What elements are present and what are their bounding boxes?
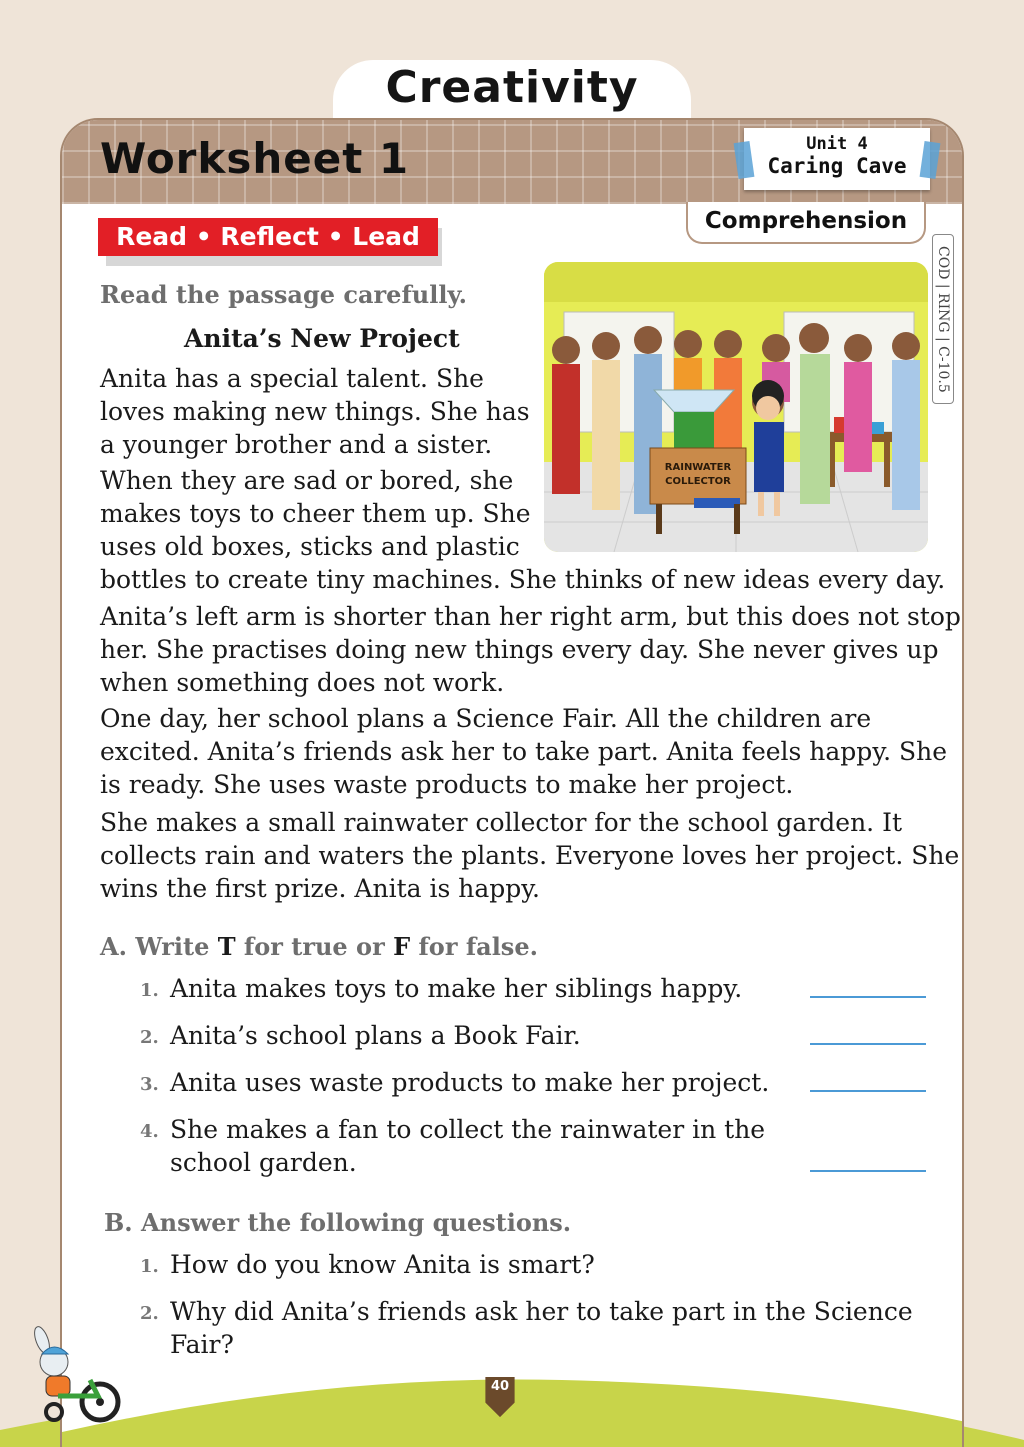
text-line: her. She practises doing new things every day. She never gives up	[100, 635, 939, 664]
section-title: Creativity	[385, 62, 639, 113]
text-line: One day, her school plans a Science Fair. All the children are	[100, 704, 872, 733]
read-reflect-lead-banner: Read • Reflect • Lead	[98, 218, 438, 256]
question-text: How do you know Anita is smart?	[170, 1250, 595, 1279]
text-line: when something does not work.	[100, 668, 505, 697]
text-line: Fair?	[170, 1330, 234, 1359]
svg-text:RAINWATER: RAINWATER	[664, 462, 732, 473]
category-tab: Comprehension	[686, 202, 926, 244]
paragraph-4	[100, 702, 947, 801]
section-b-text: Answer the following questions.	[141, 1208, 572, 1237]
rabbit-mascot-icon	[28, 1326, 128, 1426]
section-a-letter: A.	[100, 932, 127, 961]
text-line: When they are sad or bored, she	[100, 466, 514, 495]
section-b-letter: B.	[104, 1208, 133, 1237]
passage-title: Anita’s New Project	[184, 324, 460, 353]
text-line: uses old boxes, sticks and plastic	[100, 532, 520, 561]
question-text: Anita uses waste products to make her project.	[170, 1068, 770, 1097]
text-line: school garden.	[170, 1148, 357, 1177]
question-text: Anita’s school plans a Book Fair.	[170, 1021, 581, 1050]
paragraph-1	[100, 362, 530, 461]
text-line: bottles to create tiny machines. She thinks of new ideas every day.	[100, 565, 946, 594]
question-number: 2.	[140, 1303, 159, 1324]
false-letter: F	[393, 932, 411, 961]
text-line: loves making new things. She has	[100, 397, 530, 426]
answer-blank-a3[interactable]	[810, 1090, 926, 1092]
question-number: 1.	[140, 980, 159, 1001]
worksheet-title: Worksheet 1	[100, 134, 410, 183]
section-b-heading	[104, 1208, 571, 1237]
page-number: 40	[490, 1379, 510, 1394]
answer-blank-a2[interactable]	[810, 1043, 926, 1045]
worksheet-sheet	[60, 118, 964, 1447]
section-a-suffix: for false.	[418, 932, 538, 961]
answer-blank-a1[interactable]	[810, 996, 926, 998]
question-text	[170, 1113, 765, 1179]
passage-instruction: Read the passage carefully.	[100, 280, 468, 309]
section-a-heading	[100, 932, 538, 961]
question-number: 2.	[140, 1027, 159, 1048]
section-a-prefix: Write	[135, 932, 210, 961]
unit-card	[744, 128, 930, 190]
text-line: She makes a small rainwater collector for the school garden. It	[100, 808, 903, 837]
text-line: Why did Anita’s friends ask her to take part in the Science	[170, 1297, 913, 1326]
text-line: wins the first prize. Anita is happy.	[100, 874, 541, 903]
question-number: 3.	[140, 1074, 159, 1095]
section-a-middle: for true or	[243, 932, 385, 961]
paragraph-5	[100, 806, 959, 905]
text-line: is ready. She uses waste products to make her project.	[100, 770, 794, 799]
unit-number: Unit 4	[806, 134, 868, 154]
question-text: Anita makes toys to make her siblings happy.	[170, 974, 743, 1003]
unit-name: Caring Cave	[767, 154, 907, 178]
text-line: collects rain and waters the plants. Everyone loves her project. She	[100, 841, 960, 870]
paragraph-3	[100, 600, 961, 699]
text-line: excited. Anita’s friends ask her to take part. Anita feels happy. She	[100, 737, 948, 766]
text-line: Anita’s left arm is shorter than her right arm, but this does not stop	[100, 602, 961, 631]
text-line: She makes a fan to collect the rainwater in the	[170, 1115, 766, 1144]
paragraph-2	[100, 464, 945, 596]
question-number: 4.	[140, 1121, 159, 1142]
question-number: 1.	[140, 1256, 159, 1277]
answer-blank-a4[interactable]	[810, 1170, 926, 1172]
text-line: Anita has a special talent. She	[100, 364, 484, 393]
side-code: COD | RING | C-10.5	[932, 234, 954, 404]
text-line: makes toys to cheer them up. She	[100, 499, 531, 528]
question-text	[170, 1295, 913, 1361]
svg-text:COLLECTOR: COLLECTOR	[665, 476, 731, 487]
true-letter: T	[217, 932, 236, 961]
text-line: a younger brother and a sister.	[100, 430, 493, 459]
